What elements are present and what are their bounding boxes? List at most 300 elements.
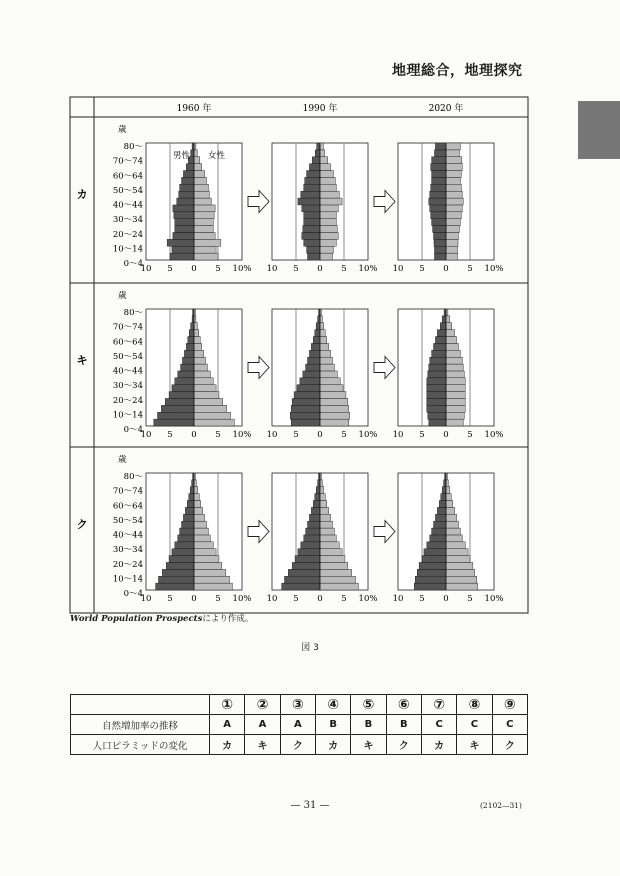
female-bar	[194, 364, 207, 371]
x-tick-label: 5	[467, 430, 473, 440]
right-arrow-icon	[374, 357, 395, 379]
male-bar	[437, 507, 446, 514]
female-bar	[194, 501, 201, 508]
female-bar	[320, 316, 322, 323]
female-bar	[446, 562, 473, 569]
male-bar	[290, 412, 320, 419]
male-bar	[172, 549, 194, 556]
male-bar	[179, 191, 194, 198]
male-bar	[434, 343, 446, 350]
female-bar	[194, 171, 205, 178]
choice-number: ③	[280, 695, 315, 715]
row-label: 人口ピラミッドの変化	[71, 735, 210, 755]
female-bar	[446, 205, 462, 212]
male-bar	[183, 171, 194, 178]
male-bar	[432, 171, 446, 178]
male-bar	[432, 350, 446, 357]
age-label: 50～54	[112, 515, 143, 526]
female-bar	[446, 246, 458, 253]
female-bar	[446, 364, 463, 371]
male-bar	[309, 164, 320, 171]
age-label: 70～74	[112, 322, 143, 333]
empty-corner-cell	[71, 695, 210, 715]
male-bar	[291, 405, 320, 412]
male-bar	[302, 205, 320, 212]
age-label: 60～64	[112, 501, 143, 512]
female-bar	[446, 239, 458, 246]
male-bar	[172, 385, 194, 392]
female-bar	[194, 405, 227, 412]
male-bar	[183, 514, 194, 521]
age-label: 10～14	[112, 410, 143, 421]
female-bar	[446, 507, 455, 514]
female-bar	[320, 371, 337, 378]
age-label: 40～44	[112, 200, 143, 211]
male-bar	[180, 528, 194, 535]
male-bar	[174, 212, 194, 219]
male-bar	[305, 177, 320, 184]
x-tick-label: 5	[215, 594, 221, 604]
page-code: (2102—31)	[480, 801, 522, 810]
male-bar	[156, 583, 194, 590]
male-bar	[313, 337, 320, 344]
female-bar	[194, 371, 210, 378]
male-bar	[442, 487, 446, 494]
female-bar	[320, 177, 335, 184]
male-bar	[317, 143, 320, 150]
female-bar	[446, 253, 458, 260]
female-bar	[320, 357, 332, 364]
choice-number: ①	[210, 695, 245, 715]
female-bar	[194, 150, 197, 157]
female-bar	[320, 419, 349, 426]
male-bar	[186, 343, 194, 350]
source-suffix: により作成。	[202, 614, 254, 624]
male-bar	[302, 232, 320, 239]
male-bar	[427, 392, 446, 399]
female-bar	[194, 480, 196, 487]
x-tick-label: 0	[443, 264, 449, 274]
male-bar	[282, 583, 320, 590]
male-bar	[295, 556, 320, 563]
choice-cell: C	[492, 715, 527, 735]
female-bar	[320, 350, 331, 357]
male-bar	[191, 323, 194, 330]
x-tick-label: 0	[443, 430, 449, 440]
female-bar	[320, 164, 331, 171]
male-bar	[301, 191, 320, 198]
female-bar	[320, 549, 342, 556]
age-label: 40～44	[112, 366, 143, 377]
right-arrow-icon	[248, 521, 269, 543]
female-bar	[194, 576, 230, 583]
x-tick-label: 10%	[484, 264, 504, 274]
age-label: 60～64	[112, 337, 143, 348]
male-bar	[432, 157, 446, 164]
male-bar	[308, 357, 320, 364]
male-bar	[181, 364, 194, 371]
female-bar	[194, 184, 208, 191]
female-bar	[320, 412, 350, 419]
male-bar	[309, 514, 320, 521]
age-label: 20～24	[112, 229, 143, 240]
right-arrow-icon	[248, 357, 269, 379]
male-bar	[415, 576, 446, 583]
female-bar	[320, 337, 327, 344]
male-bar	[307, 246, 320, 253]
choice-cell: ク	[492, 735, 527, 755]
age-label: 10～14	[112, 244, 143, 255]
female-bar	[446, 212, 461, 219]
male-bar	[173, 205, 194, 212]
female-bar	[446, 535, 462, 542]
x-tick-label: 0	[317, 430, 323, 440]
female-bar	[446, 412, 464, 419]
male-bar	[175, 219, 194, 226]
male-bar	[439, 501, 446, 508]
male-bar	[173, 232, 194, 239]
female-bar	[446, 198, 463, 205]
female-bar	[320, 323, 324, 330]
choice-cell: キ	[351, 735, 386, 755]
male-bar	[189, 494, 194, 501]
right-arrow-icon	[248, 191, 269, 213]
female-bar	[320, 501, 327, 508]
male-bar	[427, 542, 446, 549]
male-bar	[304, 212, 320, 219]
male-bar	[303, 226, 320, 233]
male-bar	[307, 171, 320, 178]
female-bar	[446, 191, 462, 198]
male-bar	[434, 521, 446, 528]
male-bar	[441, 494, 446, 501]
choice-cell: キ	[245, 735, 280, 755]
female-bar	[194, 385, 216, 392]
female-bar	[446, 378, 465, 385]
female-bar	[194, 177, 206, 184]
female-bar	[446, 542, 465, 549]
age-label: 0～4	[123, 425, 143, 435]
female-bar	[194, 507, 203, 514]
female-bar	[194, 514, 205, 521]
male-bar	[434, 232, 446, 239]
female-bar	[194, 535, 210, 542]
male-bar	[435, 514, 446, 521]
x-tick-label: 10%	[484, 430, 504, 440]
male-bar	[311, 507, 320, 514]
row-label: ク	[76, 518, 88, 531]
x-tick-label: 0	[317, 594, 323, 604]
choice-cell: B	[386, 715, 421, 735]
male-bar	[189, 330, 194, 337]
female-bar	[320, 385, 343, 392]
female-bar	[446, 494, 451, 501]
choice-number: ⑤	[351, 695, 386, 715]
female-bar	[194, 343, 202, 350]
x-tick-label: 0	[317, 264, 323, 274]
male-bar	[184, 350, 194, 357]
male-bar	[433, 226, 446, 233]
female-bar	[446, 419, 463, 426]
male-bar	[435, 337, 446, 344]
pyramid-change-row	[71, 735, 528, 755]
female-bar	[194, 357, 206, 364]
age-label: 80～	[123, 142, 143, 152]
female-bar	[194, 412, 230, 419]
page-title: 地理総合，地理探究	[392, 63, 523, 79]
x-tick-label: 10%	[358, 264, 378, 274]
female-bar	[320, 487, 324, 494]
female-bar	[194, 562, 222, 569]
female-bar	[194, 528, 208, 535]
female-bar	[446, 556, 470, 563]
female-bar	[446, 157, 462, 164]
male-bar	[313, 501, 320, 508]
female-bar	[446, 177, 460, 184]
age-label: 50～54	[112, 351, 143, 362]
male-bar	[182, 521, 194, 528]
male-bar	[180, 184, 194, 191]
female-bar	[446, 501, 453, 508]
x-tick-label: 10	[266, 430, 278, 440]
female-bar	[320, 528, 334, 535]
female-bar	[194, 350, 204, 357]
female-bar	[320, 378, 340, 385]
x-tick-label: 5	[215, 430, 221, 440]
male-bar	[303, 371, 320, 378]
female-bar	[446, 583, 478, 590]
female-bar	[320, 343, 329, 350]
x-tick-label: 10	[266, 264, 278, 274]
female-bar	[320, 246, 333, 253]
male-bar	[188, 337, 194, 344]
female-bar	[446, 385, 465, 392]
male-bar	[165, 398, 194, 405]
female-bar	[320, 480, 322, 487]
male-bar	[308, 253, 320, 260]
age-label: 70～74	[112, 156, 143, 167]
age-label: 70～74	[112, 486, 143, 497]
male-bar	[434, 150, 446, 157]
age-label: 60～64	[112, 171, 143, 182]
female-bar	[194, 191, 209, 198]
male-bar	[288, 569, 320, 576]
age-label: 80～	[123, 308, 143, 318]
female-bar	[320, 535, 336, 542]
source-title: World Population Prospects	[70, 614, 203, 624]
female-bar	[194, 219, 213, 226]
male-bar	[432, 219, 446, 226]
female-bar	[446, 569, 475, 576]
male-bar	[192, 480, 194, 487]
male-bar	[437, 330, 446, 337]
male-bar	[434, 239, 446, 246]
female-bar	[194, 232, 215, 239]
choice-cell: A	[210, 715, 245, 735]
male-bar	[172, 246, 194, 253]
x-tick-label: 5	[467, 264, 473, 274]
female-bar	[194, 337, 200, 344]
female-bar	[194, 226, 213, 233]
age-label: 80～	[123, 472, 143, 482]
choice-cell: A	[245, 715, 280, 735]
male-bar	[427, 385, 446, 392]
male-bar	[170, 253, 194, 260]
female-bar	[446, 337, 457, 344]
female-bar	[320, 392, 346, 399]
female-bar	[446, 171, 461, 178]
female-bar	[320, 507, 329, 514]
choice-number: ④	[315, 695, 350, 715]
choice-cell: ク	[386, 735, 421, 755]
female-bar	[320, 157, 328, 164]
female-bar	[320, 494, 325, 501]
male-bar	[427, 378, 446, 385]
female-bar	[446, 514, 457, 521]
male-bar	[432, 177, 446, 184]
x-tick-label: 5	[467, 594, 473, 604]
figure-caption: 図 3	[301, 643, 319, 653]
female-bar	[320, 184, 336, 191]
male-bar	[284, 576, 320, 583]
age-label: 30～34	[112, 215, 143, 226]
female-bar	[446, 226, 459, 233]
age-label: 20～24	[112, 395, 143, 406]
x-tick-label: 10	[266, 594, 278, 604]
female-bar	[320, 514, 331, 521]
male-bar	[414, 583, 446, 590]
male-bar	[301, 542, 320, 549]
choice-number: ⑧	[457, 695, 492, 715]
figure-source	[70, 612, 253, 624]
male-bar	[161, 405, 194, 412]
female-bar	[320, 556, 345, 563]
x-tick-label: 5	[167, 264, 173, 274]
female-bar	[446, 232, 458, 239]
male-bar	[309, 350, 320, 357]
female-bar	[194, 212, 214, 219]
male-bar	[300, 378, 320, 385]
female-bar	[194, 253, 218, 260]
female-bar	[194, 198, 211, 205]
age-unit-label: 歳	[118, 291, 127, 301]
female-bar	[446, 392, 465, 399]
male-bar	[431, 164, 446, 171]
x-tick-label: 5	[341, 594, 347, 604]
female-bar	[446, 371, 464, 378]
female-bar	[194, 205, 215, 212]
age-unit-label: 歳	[118, 125, 127, 135]
age-label: 20～24	[112, 559, 143, 570]
male-bar	[185, 507, 194, 514]
male-bar	[158, 412, 194, 419]
right-arrow-icon	[374, 191, 395, 213]
male-bar	[312, 157, 320, 164]
x-tick-label: 0	[191, 430, 197, 440]
female-bar	[320, 583, 358, 590]
male-bar	[297, 385, 320, 392]
age-label: 10～14	[112, 574, 143, 585]
female-bar	[320, 569, 352, 576]
male-bar	[434, 246, 446, 253]
female-bar	[446, 487, 450, 494]
female-bar	[446, 184, 461, 191]
female-bar	[320, 198, 342, 205]
female-bar	[320, 219, 336, 226]
x-tick-label: 10	[392, 594, 404, 604]
male-bar	[158, 576, 194, 583]
male-bar	[169, 556, 194, 563]
male-bar	[315, 494, 320, 501]
female-bar	[446, 480, 448, 487]
x-tick-label: 0	[443, 594, 449, 604]
female-bar	[446, 398, 465, 405]
male-bar	[427, 405, 446, 412]
choice-cell: C	[457, 715, 492, 735]
female-bar	[194, 419, 234, 426]
right-arrow-icon	[374, 521, 395, 543]
female-bar	[446, 219, 460, 226]
male-bar	[166, 562, 194, 569]
male-bar	[429, 364, 446, 371]
female-bar	[194, 246, 216, 253]
male-bar	[444, 480, 446, 487]
x-tick-label: 10%	[232, 594, 252, 604]
x-tick-label: 10	[140, 594, 152, 604]
male-bar	[422, 556, 446, 563]
male-bar	[419, 562, 446, 569]
female-bar	[194, 569, 226, 576]
x-tick-label: 10	[392, 264, 404, 274]
male-bar	[175, 378, 194, 385]
female-bar	[446, 343, 458, 350]
female-bar	[320, 143, 323, 150]
male-bar	[169, 392, 194, 399]
male-bar	[315, 150, 320, 157]
x-tick-label: 5	[293, 594, 299, 604]
answer-choice-table	[70, 694, 528, 755]
x-tick-label: 5	[293, 264, 299, 274]
x-tick-label: 10	[392, 430, 404, 440]
choice-cell: B	[315, 715, 350, 735]
page-number: — 31 —	[290, 800, 330, 811]
male-bar	[292, 398, 320, 405]
age-label: 30～34	[112, 381, 143, 392]
male-bar	[182, 357, 194, 364]
x-tick-label: 10	[140, 430, 152, 440]
female-bar	[446, 164, 462, 171]
male-bar	[182, 177, 194, 184]
female-bar	[320, 330, 325, 337]
male-bar	[187, 501, 194, 508]
female-bar	[194, 549, 216, 556]
female-bar	[320, 405, 349, 412]
female-bar	[194, 164, 202, 171]
choice-number: ⑥	[386, 695, 421, 715]
female-bar	[194, 487, 198, 494]
male-bar	[291, 419, 320, 426]
year-header: 2020 年	[428, 104, 464, 114]
male-bar	[428, 371, 446, 378]
male-bar	[417, 569, 446, 576]
male-bar	[292, 562, 320, 569]
female-bar	[194, 542, 213, 549]
male-bar	[435, 143, 446, 150]
choice-cell: B	[351, 715, 386, 735]
male-bar	[432, 528, 446, 535]
female-bar	[320, 226, 337, 233]
female-bar	[446, 405, 465, 412]
